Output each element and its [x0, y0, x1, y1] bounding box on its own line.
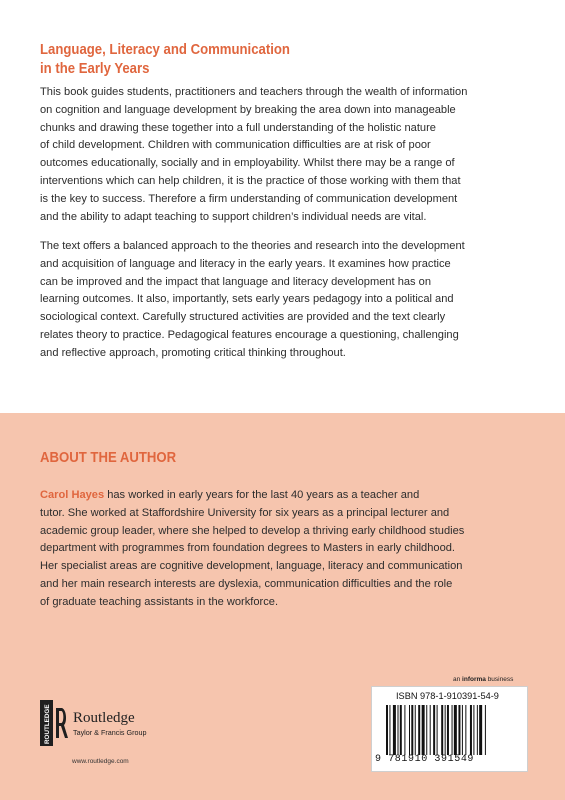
description-paragraph-2 [40, 238, 530, 363]
text-line: and acquisition of language and literacy in the early years. It examines how practice [40, 257, 451, 270]
barcode-number: 9 781910 391549 [375, 754, 475, 765]
text-line: outcomes educationally, socially and in employability. Whilst there may be a range of [40, 157, 455, 170]
title-line: Language, Literacy and Communication [40, 42, 290, 58]
text-line: Her specialist areas are cognitive development, language, literacy and communication [40, 560, 463, 573]
text-line: is the key to success. Therefore a firm understanding of communication development [40, 192, 458, 205]
about-author-heading: ABOUT THE AUTHOR [40, 450, 177, 466]
book-title [40, 41, 482, 79]
text-line: This book guides students, practitioners and teachers through the wealth of information [40, 86, 468, 98]
text-line: of child development. Children with communication difficulties are at risk of poor [40, 139, 431, 152]
text-line: tutor. She worked at Staffordshire University for six years as a principal lecturer and [40, 506, 450, 519]
isbn-text: ISBN 978-1-910391-54-9 [396, 691, 499, 702]
informa-suffix: business [485, 676, 514, 683]
publisher-website: www.routledge.com [72, 758, 129, 765]
text-line [40, 487, 530, 505]
text-line: on cognition and language development by breaking the area down into manageable [40, 103, 456, 116]
text-line: and her main research interests are dyslexia, communication difficulties and the role [40, 577, 453, 590]
text-line: interventions which can help children, it is the practice of those working with them that [40, 174, 461, 187]
description-paragraph-1 [40, 84, 530, 226]
informa-prefix: an [453, 676, 463, 683]
text-line: and the ability to adapt teaching to support children’s individual needs are vital. [40, 210, 427, 223]
text-line: chunks and drawing these together into a full understanding of the holistic nature [40, 121, 436, 134]
text-line: The text offers a balanced approach to the theories and research into the development [40, 240, 465, 252]
barcode-box [371, 686, 528, 772]
text-line: and reflective approach, promoting critical thinking throughout. [40, 346, 346, 359]
text-line: department with programmes from foundation degrees to Masters in early childhood. [40, 542, 455, 555]
text-line: academic group leader, where she helped to develop a thriving early childhood studies [40, 524, 465, 537]
text-line: relates theory to practice. Pedagogical features encourage a questioning, challenging [40, 328, 459, 341]
routledge-logo-mark-icon [40, 700, 68, 746]
informa-brand: informa [462, 676, 486, 683]
text-line: sociological context. Carefully structured activities are provided and the text clearly [40, 311, 446, 324]
text-line: of graduate teaching assistants in the workforce. [40, 595, 279, 608]
publisher-name: Routledge [73, 710, 135, 726]
barcode [386, 705, 514, 755]
author-name: Carol Hayes [40, 489, 105, 501]
text-line: learning outcomes. It also, importantly, sets early years pedagogy into a political and [40, 293, 454, 306]
informa-business-label [453, 676, 513, 683]
bio-first-line: has worked in early years for the last 40 years as a teacher and [104, 489, 420, 501]
logo-vertical-text: ROUTLEDGE [44, 704, 51, 744]
title-line: in the Early Years [40, 61, 150, 77]
author-bio [40, 487, 530, 612]
text-line: can be improved and the impact that language and literacy development has on [40, 275, 432, 288]
publisher-group: Taylor & Francis Group [73, 728, 147, 737]
